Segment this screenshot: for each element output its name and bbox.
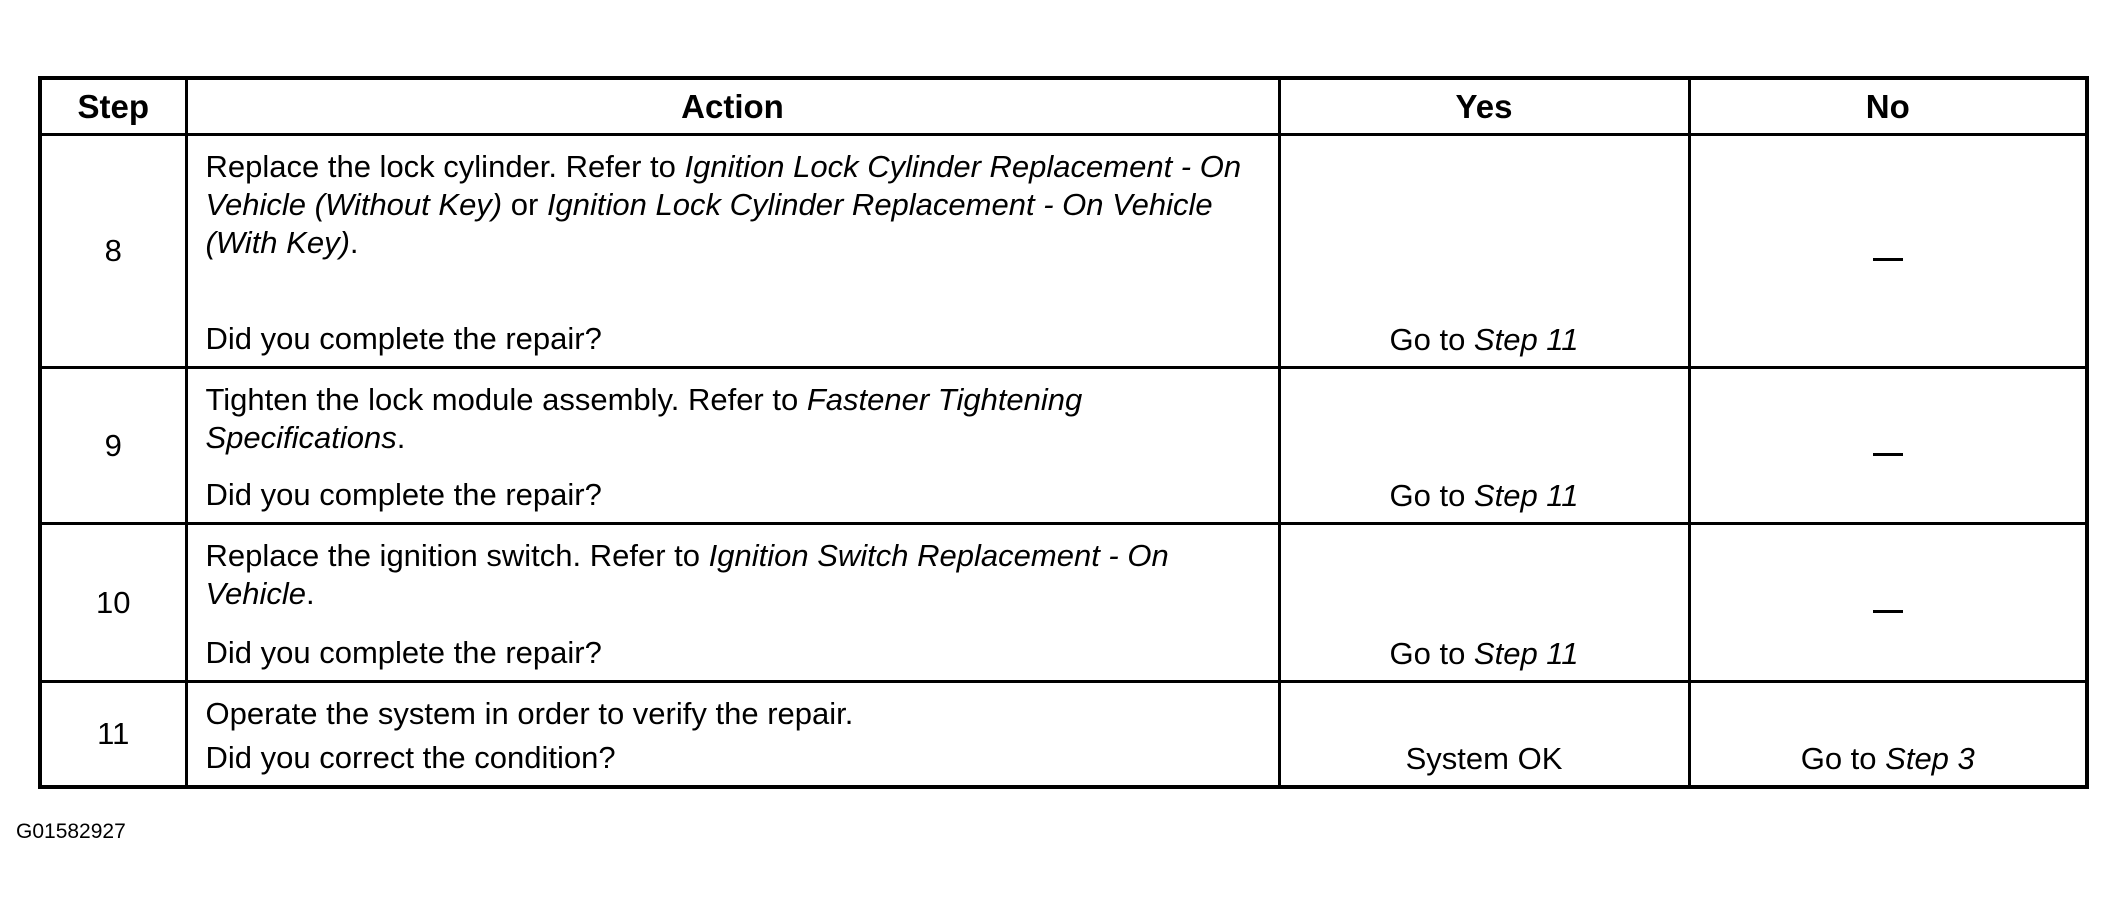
yes-cell [1279,368,1689,524]
step-number: 8 [40,135,186,368]
yes-cell [1279,682,1689,788]
yes-result: Go to Step 11 [1389,322,1579,357]
no-result: Go to Step 3 [1800,741,1975,776]
no-result [1691,428,2086,464]
yes-result: Go to Step 11 [1389,478,1579,513]
question-text: Did you correct the condition? [205,740,616,775]
action-cell [186,682,1279,788]
no-result [1691,585,2086,621]
question-text: Did you complete the repair? [205,635,602,670]
table-row [40,135,2087,368]
reference-link: Fastener Tightening Specifications [205,382,1083,455]
reference-link: Ignition Switch Replacement - On Vehicle [205,538,1169,611]
header-row [40,78,2087,135]
dash-mark [1873,453,1903,456]
no-result [1691,233,2086,269]
action-cell [186,135,1279,368]
no-cell [1689,682,2087,788]
no-cell [1689,135,2087,368]
question-text: Did you complete the repair? [205,321,602,356]
action-text: Tighten the lock module assembly. Refer to Fastener Tightening Specifications. [205,382,1083,455]
reference-link: Ignition Lock Cylinder Replacement - On Vehicle (With Key) [205,187,1213,260]
step-number: 10 [40,524,186,682]
action-text: Replace the lock cylinder. Refer to Ignition Lock Cylinder Replacement - On Vehicle (Without Key) or Ignition Lock Cylinder Replacement - On Vehicle (With Key). [205,149,1242,260]
dash-mark [1873,610,1903,613]
dash-mark [1873,258,1903,261]
figure-id: G01582927 [16,820,126,843]
header-step: Step [40,78,186,135]
no-cell [1689,368,2087,524]
reference-link: Ignition Lock Cylinder Replacement - On Vehicle (Without Key) [205,149,1242,222]
table-row [40,368,2087,524]
diagnostic-table [38,76,2089,789]
action-cell [186,368,1279,524]
header-no: No [1689,78,2087,135]
yes-result: Go to Step 11 [1389,636,1579,671]
no-cell [1689,524,2087,682]
step-number: 11 [40,682,186,788]
step-number: 9 [40,368,186,524]
header-yes: Yes [1279,78,1689,135]
table-row [40,524,2087,682]
yes-cell [1279,524,1689,682]
table-row [40,682,2087,788]
yes-cell [1279,135,1689,368]
action-text: Operate the system in order to verify the repair. [205,696,854,731]
action-text: Replace the ignition switch. Refer to Ignition Switch Replacement - On Vehicle. [205,538,1169,611]
action-cell [186,524,1279,682]
question-text: Did you complete the repair? [205,477,602,512]
yes-result: System OK [1405,741,1563,776]
header-action: Action [186,78,1279,135]
